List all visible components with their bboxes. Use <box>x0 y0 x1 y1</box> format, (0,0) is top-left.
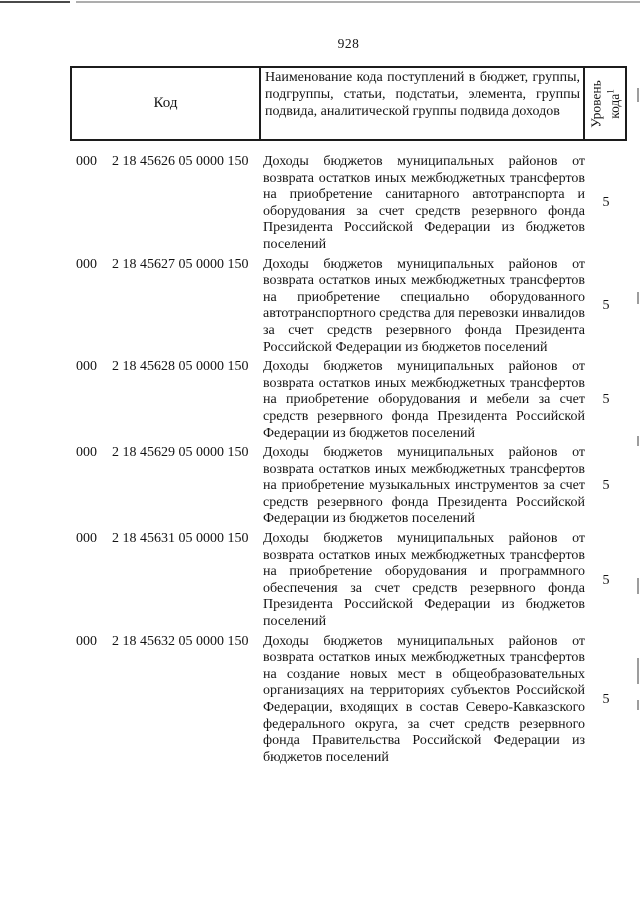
column-header-name: Наименование кода поступлений в бюджет, группы, подгруппы, статьи, подстатьи, элемента, группы подвида, аналитической группы подвида доходов <box>261 68 585 139</box>
table-row <box>0 634 640 767</box>
row-name: Доходы бюджетов муниципальных районов от возврата остатков иных межбюджетных трансфертов на приобретение оборудования и программного обеспечения за счет средств резервного фонда Президента Российской Федерации из бюджетов поселений <box>263 531 585 630</box>
table-body <box>0 154 640 769</box>
table-row <box>0 154 640 254</box>
row-level: 5 <box>602 298 610 314</box>
row-level: 5 <box>602 392 610 408</box>
table-row <box>0 445 640 528</box>
table-row <box>0 257 640 357</box>
column-header-level-rotated-text <box>588 80 622 128</box>
row-level: 5 <box>602 691 610 707</box>
row-name: Доходы бюджетов муниципальных районов от возврата остатков иных межбюджетных трансфертов на создание новых мест в общеобразовательных организациях на территориях субъектов Российской Федерации, входящих в состав Северо-Кавказского федерального округа, за счет средств резервного фонда Правительства Российской Федерации из бюджетов поселений <box>263 633 585 765</box>
row-budget-code: 2 18 45632 05 0000 150 <box>112 633 249 649</box>
row-admin-code: 000 <box>76 256 97 272</box>
table-row <box>0 531 640 631</box>
page-number: 928 <box>337 36 360 51</box>
row-budget-code: 2 18 45629 05 0000 150 <box>112 445 249 461</box>
row-admin-code: 000 <box>76 531 97 547</box>
row-name: Доходы бюджетов муниципальных районов от возврата остатков иных межбюджетных трансфертов на приобретение санитарного автотранспорта и оборудования за счет средств резервного фонда Президента Российской Федерации из бюджетов поселений <box>263 154 585 252</box>
table-header <box>70 66 627 141</box>
row-level: 5 <box>602 572 610 588</box>
row-level: 5 <box>602 195 610 211</box>
scan-artifact-top-dark <box>0 1 70 3</box>
row-name: Доходы бюджетов муниципальных районов от возврата остатков иных межбюджетных трансфертов на приобретение оборудования и мебели за счет средств резервного фонда Президента Российской Федерации из бюджетов поселений <box>263 359 585 441</box>
level-word-1: Уровень <box>588 79 604 128</box>
row-name: Доходы бюджетов муниципальных районов от возврата остатков иных межбюджетных трансфертов на приобретение специально оборудованного автотранспортного средства для перевозки инвалидов за счет средств резервного фонда Президента Российской Федерации из бюджетов поселений <box>263 256 585 355</box>
row-name: Доходы бюджетов муниципальных районов от возврата остатков иных межбюджетных трансфертов на приобретение музыкальных инструментов за счет средств резервного фонда Президента Российской Федерации из бюджетов поселений <box>263 445 585 527</box>
row-budget-code: 2 18 45627 05 0000 150 <box>112 256 249 272</box>
scan-artifact-dash <box>637 88 639 102</box>
column-header-level <box>585 68 625 139</box>
row-budget-code: 2 18 45626 05 0000 150 <box>112 154 249 169</box>
row-admin-code: 000 <box>76 633 97 649</box>
row-budget-code: 2 18 45628 05 0000 150 <box>112 359 249 375</box>
row-admin-code: 000 <box>76 359 97 375</box>
row-admin-code: 000 <box>76 154 97 169</box>
row-level: 5 <box>602 478 610 494</box>
level-footnote-marker: 1 <box>605 88 616 94</box>
scan-artifact-top-light <box>76 1 640 3</box>
row-budget-code: 2 18 45631 05 0000 150 <box>112 531 249 547</box>
level-word-2: кода <box>606 93 622 119</box>
row-admin-code: 000 <box>76 445 97 461</box>
column-header-code: Код <box>72 68 261 139</box>
table-row <box>0 359 640 442</box>
